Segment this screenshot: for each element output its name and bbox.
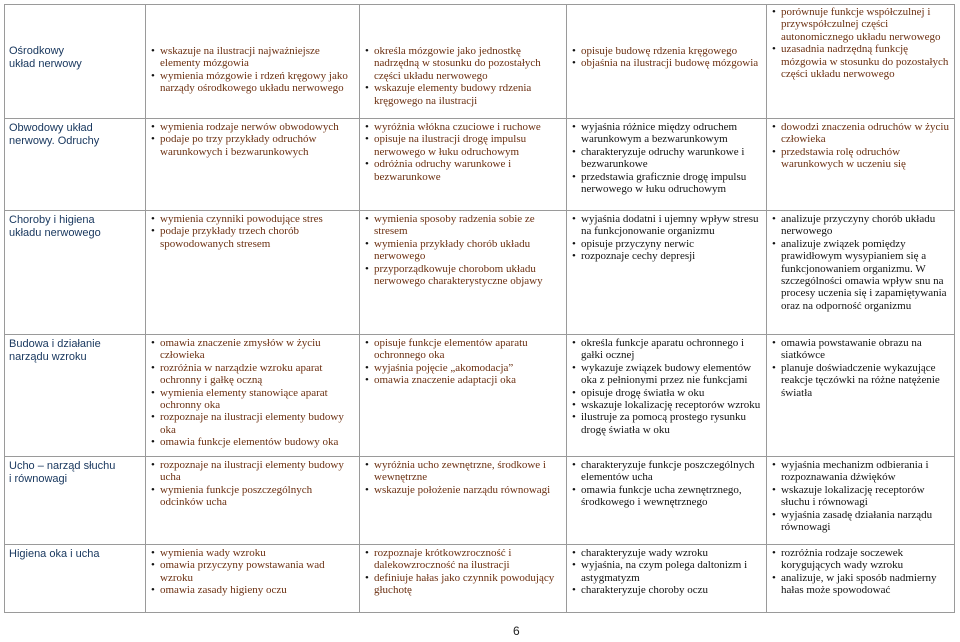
topic-text: i równowagi <box>9 473 68 485</box>
list-item: • wyjaśnia mechanizm odbierania i rozpoznawania dźwięków <box>772 459 950 484</box>
requirements-cell <box>767 5 955 119</box>
list-item: • analizuje związek pomiędzy prawidłowym wysypianiem się a funkcjonowaniem organizmu. W szczególności omawia wpływ snu na procesy uczenia się i zapamiętywania oraz na odporność organizmu <box>772 238 950 312</box>
requirements-cell <box>360 211 567 335</box>
requirements-cell <box>767 545 955 613</box>
list-item: • analizuje, w jaki sposób nadmierny hałas może spowodować <box>772 572 950 597</box>
requirements-cell <box>567 545 767 613</box>
list-item: • wyjaśnia, na czym polega daltonizm i astygmatyzm <box>572 559 762 584</box>
list-item: • wskazuje lokalizację receptorów słuchu i równowagi <box>772 484 950 509</box>
table-row <box>5 119 955 211</box>
list-item: • wymienia wady wzroku <box>151 547 355 559</box>
requirements-cell <box>146 545 360 613</box>
list-item: • wyróżnia ucho zewnętrzne, środkowe i wewnętrzne <box>365 459 562 484</box>
list-item: • wyjaśnia różnice między odruchem warunkowym a bezwarunkowym <box>572 121 762 146</box>
list-item: • rozpoznaje krótkowzroczność i dalekowzroczność na ilustracji <box>365 547 562 572</box>
list-item: • wymienia sposoby radzenia sobie ze stresem <box>365 213 562 238</box>
list-item: • omawia powstawanie obrazu na siatkówce <box>772 337 950 362</box>
table-row <box>5 545 955 613</box>
list-item: • opisuje drogę światła w oku <box>572 387 762 399</box>
requirements-cell <box>767 211 955 335</box>
topic-cell <box>5 335 146 457</box>
list-item: • opisuje funkcje elementów aparatu ochronnego oka <box>365 337 562 362</box>
topic-cell <box>5 545 146 613</box>
requirements-cell <box>146 119 360 211</box>
list-item: • podaje przykłady trzech chorób spowodowanych stresem <box>151 225 355 250</box>
requirements-cell <box>767 457 955 545</box>
list-item: • wymienia czynniki powodujące stres <box>151 213 355 225</box>
list-item: • wymienia przykłady chorób układu nerwowego <box>365 238 562 263</box>
list-item: • wyjaśnia dodatni i ujemny wpływ stresu na funkcjonowanie organizmu <box>572 213 762 238</box>
list-item: • wymienia elementy stanowiące aparat ochronny oka <box>151 387 355 412</box>
topic-text: Higiena oka i ucha <box>9 548 100 560</box>
requirements-cell <box>146 211 360 335</box>
list-item: • wymienia rodzaje nerwów obwodowych <box>151 121 355 133</box>
list-item: • rozróżnia rodzaje soczewek korygujących wady wzroku <box>772 547 950 572</box>
requirements-cell <box>146 457 360 545</box>
requirements-cell <box>767 335 955 457</box>
topic-text: nerwowy. Odruchy <box>9 135 100 147</box>
list-item: • wyjaśnia zasadę działania narządu równowagi <box>772 509 950 534</box>
topic-text: Choroby i higiena <box>9 214 95 226</box>
list-item: • omawia znaczenie zmysłów w życiu człowieka <box>151 337 355 362</box>
list-item: • uzasadnia nadrzędną funkcję mózgowia w stosunku do pozostałych części układu nerwowego <box>772 43 950 80</box>
list-item: • charakteryzuje odruchy warunkowe i bezwarunkowe <box>572 146 762 171</box>
topic-text: układu nerwowego <box>9 227 101 239</box>
list-item: • przyporządkowuje chorobom układu nerwowego charakterystyczne objawy <box>365 263 562 288</box>
topic-text: Ucho – narząd słuchu <box>9 460 116 472</box>
list-item: • opisuje na ilustracji drogę impulsu nerwowego w łuku odruchowym <box>365 133 562 158</box>
requirements-table <box>4 4 955 613</box>
list-item: • ilustruje za pomocą prostego rysunku drogę światła w oku <box>572 411 762 436</box>
topic-cell <box>5 211 146 335</box>
requirements-cell <box>146 5 360 119</box>
table-row <box>5 5 955 119</box>
list-item: • objaśnia na ilustracji budowę mózgowia <box>572 57 762 69</box>
list-item: • wskazuje na ilustracji najważniejsze elementy mózgowia <box>151 45 355 70</box>
list-item: • opisuje przyczyny nerwic <box>572 238 762 250</box>
list-item: • charakteryzuje choroby oczu <box>572 584 762 596</box>
list-item: • rozpoznaje na ilustracji elementy budowy ucha <box>151 459 355 484</box>
list-item: • planuje doświadczenie wykazujące reakcje tęczówki na różne natężenie światła <box>772 362 950 399</box>
list-item: • wskazuje położenie narządu równowagi <box>365 484 562 496</box>
list-item: • porównuje funkcje współczulnej i przywspółczulnej części autonomicznego układu nerwowego <box>772 6 950 43</box>
requirements-cell <box>360 545 567 613</box>
requirements-cell <box>567 5 767 119</box>
list-item: • określa funkcje aparatu ochronnego i gałki ocznej <box>572 337 762 362</box>
list-item: • omawia przyczyny powstawania wad wzroku <box>151 559 355 584</box>
table-row <box>5 457 955 545</box>
list-item: • dowodzi znaczenia odruchów w życiu człowieka <box>772 121 950 146</box>
topic-cell <box>5 119 146 211</box>
requirements-cell <box>146 335 360 457</box>
list-item: • wskazuje lokalizację receptorów wzroku <box>572 399 762 411</box>
page-number: 6 <box>513 624 520 638</box>
table-row <box>5 335 955 457</box>
list-item: • analizuje przyczyny chorób układu nerwowego <box>772 213 950 238</box>
list-item: • rozróżnia w narządzie wzroku aparat ochronny i gałkę oczną <box>151 362 355 387</box>
requirements-cell <box>567 335 767 457</box>
requirements-cell <box>360 335 567 457</box>
topic-text: Ośrodkowy <box>9 45 65 57</box>
list-item: • przedstawia graficznie drogę impulsu nerwowego w łuku odruchowym <box>572 171 762 196</box>
list-item: • omawia funkcje ucha zewnętrznego, środkowego i wewnętrznego <box>572 484 762 509</box>
requirements-cell <box>360 457 567 545</box>
list-item: • wskazuje elementy budowy rdzenia kręgowego na ilustracji <box>365 82 562 107</box>
requirements-cell <box>767 119 955 211</box>
topic-text: Obwodowy układ <box>9 122 93 134</box>
topic-cell <box>5 5 146 119</box>
list-item: • wymienia funkcje poszczególnych odcinków ucha <box>151 484 355 509</box>
requirements-cell <box>360 119 567 211</box>
requirements-cell <box>567 457 767 545</box>
list-item: • wyróżnia włókna czuciowe i ruchowe <box>365 121 562 133</box>
list-item: • definiuje hałas jako czynnik powodujący głuchotę <box>365 572 562 597</box>
list-item: • omawia zasady higieny oczu <box>151 584 355 596</box>
list-item: • charakteryzuje funkcje poszczególnych elementów ucha <box>572 459 762 484</box>
list-item: • podaje po trzy przykłady odruchów warunkowych i bezwarunkowych <box>151 133 355 158</box>
topic-cell <box>5 457 146 545</box>
list-item: • opisuje budowę rdzenia kręgowego <box>572 45 762 57</box>
topic-text: układ nerwowy <box>9 58 82 70</box>
topic-text: narządu wzroku <box>9 351 87 363</box>
list-item: • przedstawia rolę odruchów warunkowych w uczeniu się <box>772 146 950 171</box>
list-item: • rozpoznaje na ilustracji elementy budowy oka <box>151 411 355 436</box>
list-item: • omawia znaczenie adaptacji oka <box>365 374 562 386</box>
list-item: • charakteryzuje wady wzroku <box>572 547 762 559</box>
requirements-cell <box>360 5 567 119</box>
list-item: • określa mózgowie jako jednostkę nadrzędną w stosunku do pozostałych części układu nerwowego <box>365 45 562 82</box>
list-item: • odróżnia odruchy warunkowe i bezwarunkowe <box>365 158 562 183</box>
list-item: • wyjaśnia pojęcie „akomodacja” <box>365 362 562 374</box>
requirements-cell <box>567 119 767 211</box>
list-item: • wymienia mózgowie i rdzeń kręgowy jako narządy ośrodkowego układu nerwowego <box>151 70 355 95</box>
list-item: • omawia funkcje elementów budowy oka <box>151 436 355 448</box>
requirements-cell <box>567 211 767 335</box>
topic-text: Budowa i działanie <box>9 338 101 350</box>
list-item: • wykazuje związek budowy elementów oka z pełnionymi przez nie funkcjami <box>572 362 762 387</box>
table-row <box>5 211 955 335</box>
list-item: • rozpoznaje cechy depresji <box>572 250 762 262</box>
